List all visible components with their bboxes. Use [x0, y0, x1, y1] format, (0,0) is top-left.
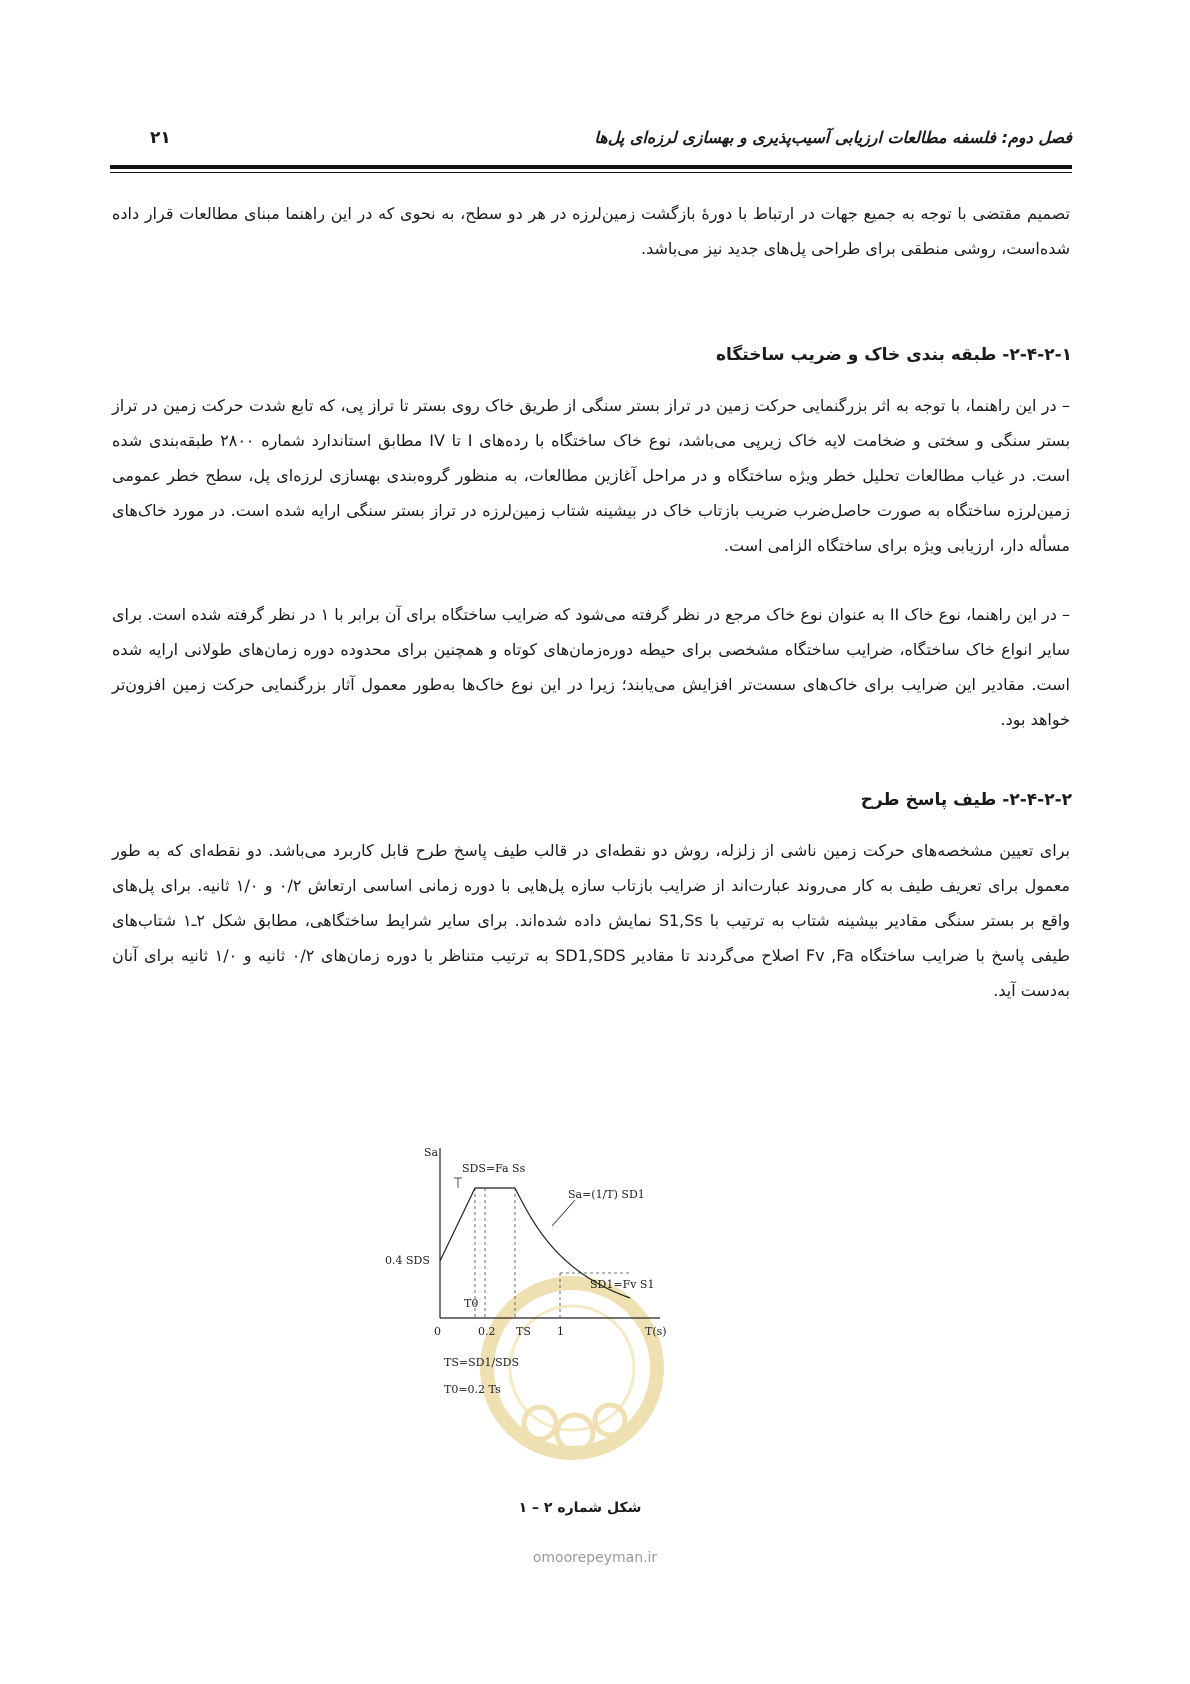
t0-formula: T0=0.2 Ts [444, 1383, 501, 1396]
running-header [110, 128, 1072, 158]
section-heading-design-spectrum: ۲-۴-۲-۲- طیف پاسخ طرح [860, 790, 1072, 810]
sd1-label: SD1=Fv S1 [590, 1278, 655, 1291]
origin-label: 0 [434, 1325, 441, 1338]
figure-caption: شکل شماره ۲ – ۱ [518, 1500, 642, 1516]
curve-label-arrow [552, 1200, 575, 1226]
section-heading-soil-classification: ۲-۴-۲-۱- طبقه بندی خاک و ضریب ساختگاه [715, 345, 1072, 365]
soil-classification-paragraph-1: – در این راهنما، با توجه به اثر بزرگنمایی حرکت زمین در تراز بستر سنگی از طریق خاک روی بستر تا تراز پی، که تابع شدت حرکت زمین در تراز بستر سنگی و سختی و ضخامت لایه خاک زیرپی می‌باشد، نوع خاک ساختگاه با رده‌های I تا IV مطابق استاندارد شماره ۲۸۰۰ طبقه‌بندی شده است. در غیاب مطالعات تحلیل خطر ویژه ساختگاه و در مراحل آغازین مطالعات، به منظور گروه‌بندی بهسازی لرزه‌ای پل، سطح خطر عمومی زمین‌لرزه ساختگاه به صورت حاصل‌ضرب ضریب بازتاب خاک در بیشینه شتاب زمین‌لرزه در تراز بستر سنگی ارایه شده است. در مورد خاک‌های مسأله دار، ارزیابی ویژه برای ساختگاه الزامی است. [112, 396, 1071, 555]
design-response-spectrum-figure [385, 1118, 720, 1518]
spectrum-diagram [385, 1118, 720, 1518]
x-axis-label: T(s) [645, 1325, 667, 1338]
02-tick-label: 0.2 [478, 1325, 496, 1338]
design-spectrum-paragraph: برای تعیین مشخصه‌های حرکت زمین ناشی از زلزله، روش دو نقطه‌ای در قالب طیف پاسخ طرح قابل کاربرد می‌باشد. دو نقطه‌ای که به طور معمول برای تعریف طیف به کار می‌روند عبارت‌اند از ضرایب بازتاب سازه پل‌هایی با دوره زمانی اساسی ارتعاش ۰/۲ و ۱/۰ ثانیه. برای پل‌های واقع بر بستر سنگی مقادیر بیشینه شتاب به ترتیب با S1,Ss نمایش داده شده‌اند. برای سایر شرایط ساختگاهی، مطابق شکل ۲ـ۱ شتاب‌های طیفی پاسخ با ضرایب ساختگاه Fv ,Fa اصلاح می‌گردند تا مقادیر SD1,SDS به ترتیب متناظر با دوره زمان‌های ۰/۲ ثانیه و ۱/۰ ثانیه برای آنان به‌دست آید. [112, 841, 1071, 1000]
chapter-title: فصل دوم: فلسفه مطالعات ارزیابی آسیب‌پذیری و بهسازی لرزه‌ای پل‌ها [594, 128, 1072, 147]
y-axis-label: Sa [424, 1146, 439, 1159]
1-tick-label: 1 [557, 1325, 564, 1338]
intro-paragraph: تصمیم مقتضی با توجه به جمیع جهات در ارتباط با دورهٔ بازگشت زمین‌لرزه در هر دو سطح، به نحوی که در این راهنما مبنای مطالعات قرار داده شده‌است، روشی منطقی برای طراحی پل‌های جدید نیز می‌باشد. [112, 204, 1070, 258]
t0-tick-label: T0 [464, 1297, 479, 1310]
header-rule-thin [110, 172, 1072, 173]
header-rule-thick [110, 165, 1072, 169]
sds-label: SDS=Fa Ss [462, 1162, 526, 1175]
soil-classification-paragraph-2: – در این راهنما، نوع خاک II به عنوان نوع خاک مرجع در نظر گرفته می‌شود که ضرایب ساختگاه برای آن برابر با ۱ در نظر گرفته شده است. برای سایر انواع خاک ساختگاه، ضرایب ساختگاه مشخصی برای حیطه دوره‌زمان‌های کوتاه و همچنین برای محدوده دوره زمان‌های طولانی ارایه شده است. مقادیر این ضرایب برای خاک‌های سست‌تر افزایش می‌یابند؛ زیرا در این نوع خاک‌ها به‌طور معمول آثار بزرگنمایی حرکت زمین افزون‌تر خواهد بود. [112, 605, 1071, 729]
page-number: ۲۱ [150, 128, 171, 148]
watermark-site-text: omoorepeyman.ir [532, 1550, 658, 1566]
curve-label: Sa=(1/T) SD1 [568, 1188, 645, 1201]
ts-tick-label: TS [516, 1325, 531, 1338]
04sds-label: 0.4 SDS [385, 1254, 430, 1267]
ts-formula: TS=SD1/SDS [444, 1356, 520, 1369]
